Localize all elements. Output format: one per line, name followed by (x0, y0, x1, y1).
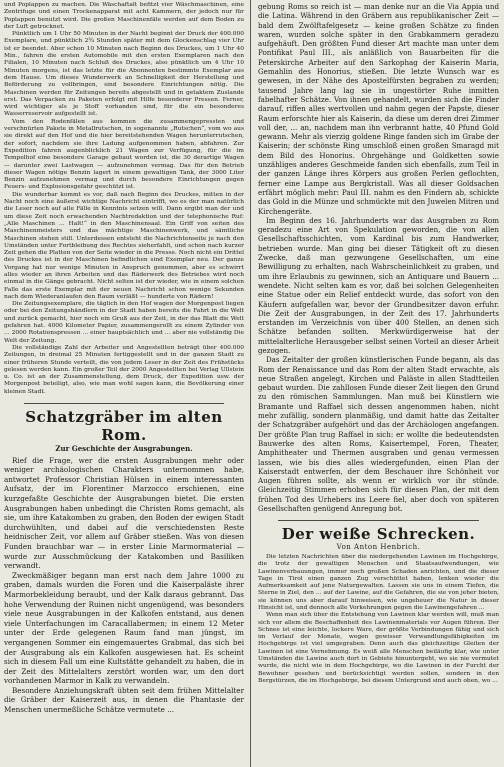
article1-paragraph: Die vollständige Zahl der Arbeiter und Angestellten beträgt über 400.000 Zeitungen, in dreimal 25 Minuten fertiggestellt und in der ganzen Stadt zu einer früheren Stunde verteilt, die von jedem Leser in der Zeit des Frühstücks gelesen werden kann. Ein großer Teil der 2000 Angestellten bei Verlag Ullstein u. Co. ist an der Zusammenstellung, dem Druck, der Expedition usw. der Morgenpost beteiligt, also, wie man wohl sagen kann, die Bevölkerung einer kleinen Stadt. (4, 344, 244, 395)
article1-paragraph: Die Zeitungsexemplare, die täglich in den Hof wagen der Morgenpost liegen oder bei den Zeitungshändlern in der Stadt haben bereits die Fahrt in die Welt und zurück gemacht, hier noch ein Gruß aus der Zeit, in der das Blatt die Welt gefahren hat. 4000 Kilometer Papier, zusammengerollt zu einem Zylinder von ... 2000 Rotationspressen ... einer hauptsächlich und ... aber nie vollständig Die Welt der Zeitung. (4, 301, 244, 344)
article2-continued-paragraph: Im Beginn des 16. Jahrhunderts war das Ausgraben zu Rom geradezu eine Art von Spekulation geworden, die von allen Gesellschaftsschichten, vom Kardinal bis zum Handwerker, betrieben wurde. Man ging bei dieser Tätigkeit oft zu diesen Zwecke, daß man gezwungene Gesellschaften, um eine Bewilligung zu erhalten, nach Wahrscheinlichkeit zu graben, und um ihre Erlaubnis zu gewinnen, sich an Antiquare und Bauern ... wendete. Nicht selten kam es vor, daß bei solchen Gelegenheiten eine Statue oder ein Relief entdeckt wurde, das sofort von den Käufern aufgefallen war, bevor der Grundbesitzer davon erfuhr. Die Zeit der Ausgrabungen, in der Zeit des 17. Jahrhunderts erstanden im Verzeichnis von über 400 Stellen, an denen sich Schätze befanden sollten. Merkwürdigerweise hat der mittelalterliche Herausgeber selbst seinen Vorteil an dieser Arbeit gezogen. (258, 215, 499, 355)
article1-paragraph: und Poplappen zu machen. Die Wäschaftalt befitzt vier Wäschmaschinen, eine Zentrifuge und einen Trockenapparat mit acht Kammern, der jedoch nur für Poplappen benutzt wird. Die großen Maschinenfäle werden auf dem Boden zu der Luft getrocknet. (4, 2, 244, 30)
article1-paragraph: Die wunderbar kommt es vor, daß nach Beginn des Druckes, mitten in der Nacht noch eine äußerst wichtige Nachricht eintrifft, wo es der man natürlich die Leser noch auf alle Fälle in Kenntnis setzen will. Dann ergibt man der und um diese Zeit noch erwachenden Nachtredaktion und der telephonische Ruf: „Alle Maschinen ... Halt!“ in den Maschinensaal. Ein Griff von seiten des Maschinenmeisters und das mächtige Maschinenwerk, und sämtliche Maschinen stehen still. Unterdessen entsteht die Nachrichtenseite je nach den Umständen unter Fortbleibung des Rechtes sieherfahlt, und schon nach kurzer Zeit gehen die Platten von der Seite wieder in die Presse. Noch nicht ein Drittel des Druckes ist in der Maschinen befindlichen sind Exemplar neu. Der ganze Vorgang hat nur wenige Minuten in Anspruch genommen, aber es schwirrt alles wieder an ihren Arbeiten und das Räderwerk des Betriebes wird noch einmal in die Gänge gebracht. Nicht selten ist der wieder, wie in einem solchen Falle das erste Exemplar mit der neuen Nachricht schon wenige Sekunden nach dem Wiederanlaufen den Raum verläßt — hunderte von Rädern! (4, 191, 244, 300)
article-separator (24, 403, 224, 404)
article2-continued-paragraph: gebung Roms so reich ist — man denke nur an die Via Appia und die Latina. Während in den Gräbern aus republikanischer Zeit — bald dem Zwölftafelgesetz — keine großen Schätze zu finden waren, wurden solche später in den Grabkammern geradezu aufgehäuft. Den größten Fund dieser Art machte man unter dem Pontifikat Paul III., als anläßlich von Bauarbeiten für die Peterskirche Arbeiter auf den Sarkophag der Kaiserin Maria, Gemahlin des Honorius, stießen. Die letzte Wunsch war es gewesen, in der Nähe des Apostelfürsten begraben zu werden; tausend Jahre lang lag sie in ungestörter Ruhe inmitten fabelhafter Schätze. Von ihnen gehandelt, wurden sich die Finder darauf, riffen alles wertvollen und nahm gegen der Papste, dieser Raum erforschte hier als Kaiserin, da diese um deren drei Zimmer voll der, ... an, nachdem man ihn verbrannt hatte, 40 Pfund Gold gewann. Mehr als vierzig goldene Ringe fanden sich im Grabe der Kaiserin; der schönste Ring umschloß einen großen Smaragd mit dem Bild des Honorius. Ohrgehänge und Goldketten sowie unzähliges anderes Geschmeide fanden sich ebenfalls, zum Teil in der ganzen Länge ihres Körpers aus großen Perlen geflochten, ferner eine Lampe aus Bergkristall. Was all dieser Goldsachen erfährt möglich mehr: Paul III. nahm es den Findern ab, schickte das Gold in die Münze und schmückte mit den Juwelen Mitren und Kirchengeräte. (258, 2, 499, 216)
right-column (258, 2, 499, 685)
article2-paragraph: Besondere Anziehungskraft übten seit dem frühen Mittelalter die Gräber der Kaiserzeit aus, in denen die Phantasie der Menschen unermeßliche Schätze vermutete ... (4, 685, 244, 715)
article2-paragraph: Zweckmäßiger begann man erst nach dem Jahre 1000 zu graben, damals wurden die Foren und die Kaiserpaläste ihrer Marmorbekleidung beraubt, und der Kalk daraus gebrannt. Das hohe Verwendung der Ruinen nicht ungenügend, was besonders viele neue Ausgrabungen in der Kalkofen entstand, aus denen viele Unterfachungen im Caracallabermen; in einem 12 Meter unter der Erde gelegenen Raum fand man jüngst, im vergangenen Sommer ein eingemauertes Grabmal, das sich bei der Ausgrabung als ein Kalkofen ausgewiesen hat. Es scheint sich in diesem Fall um eine Kultstätte gehandelt zu haben, die in der Zeit des Mittelalters zerstört worden war, um den dort vorhandenen Marmor in Kalk zu verwandeln. (4, 570, 244, 686)
article2-subtitle: Zur Geschichte der Ausgrabungen. (55, 444, 193, 454)
article2-paragraph: Rief die Frage, wer die ersten Ausgrabungen mehr oder weniger archäologischen Charakters unternommen habe, antwortet Professor Christian Hülsen in einem interessanten Aufsatz, der im Florentiner Marzocco erschienen, eine kurzgefaßte Geschichte der Ausgrabungen bietet. Die ersten Ausgrabungen haben unbedingt die Christen Roms gemacht, als sie, um ihre Katakomben zu graben, den Boden der ewigen Stadt durchwühlten, und dabei auf die verschiedensten Reste heidnischer Zeit, vor allem auf Gräber stießen. Was von diesen Funden brauchbar war — in erster Linie Marmormaterial — wurde zur Ausschmückung der Katakomben und Basiliken verwandt. (4, 455, 244, 571)
article-schatzgraeber (4, 408, 244, 715)
article3-paragraph: Die letzten Nachrichten über die niedergehenden Lawinen im Hochgebirge, die trotz der gewaltigen Menschen und Staatsaufwendungen, wie Lawinenverbauungen, immer noch großen Schaden anrichten, und die dieser Tage in Tirol einen ganzen Zug verschüttet haben, lenken wieder die Aufmerksamkeit auf jene Naturgewalten. Lassen sie uns in einem Tiefen, die Sterne in Ziel, den ... auf der Lawine, auf die Gefahren, die sie von jeher bieten, sie können uns aber darauf hinweisen, wie ungeheuer die Natur in dieser Hinsicht ist, und dennoch alle Vorkehrungen gegen die Lawinengefahren ... (258, 553, 499, 611)
article3-title: Der weiße Schrecken. (281, 525, 476, 544)
article-weisser-schrecken (258, 525, 499, 685)
article-separator (278, 520, 479, 521)
article3-paragraph: Wenn man sich über die Entstehung von Lawinen klar werden will, muß man sich vor allem die Beschaffenheit des Lawinenmaterials vor Augen führen. Der Schnee ist eine leichte, lockere Ware, der größte Verbindungen fähig und sich im Verlauf der Monate, wegen gewisser Verwandlungsfähigkeiten im Hochgebirge ist viel umgegraben. Denn auch das gleichzeitige Gleiten der Lawinen ist eine Vernehmung. Es weiß alle Menschen beiläufig klar, wie unter Umständen die Lawine auch dort in Gebiete hinuntergeht, wo sie nie vermutet wurde, die nicht wie in dem Hochgebirge, wo die Lawinen in der Furcht der Bewohner gesehen und berücksichtigt werden sollen, sondern in den Bergstürzen, die im Hochgebirge, bei diesem Untergrund sind auch oben, wo ... (258, 612, 499, 684)
article-newspaper-production (4, 2, 244, 396)
column-divider (250, 0, 251, 767)
article2-continued (258, 2, 499, 513)
article1-paragraph: Pünktlich um 1 Uhr 50 Minuten in der Nacht beginnt der Druck der 400.000 Exemplare, und pünktlich 2¾ Stunden später mit dem Glockenschlag vier Uhr ist er beendet. Aber schon 10 Minuten nach Beginn des Druckes, um 1 Uhr 40 Min., fahren die ersten Automobile mit den ersten Exemplaren nach den Filialen, 10 Minuten nach Schluß des Druckes, also pünktlich um 4 Uhr 10 Minuten morgens, ist das letzte für die Abonnenten bestimmte Exemplar aus dem Hause. Um dieses Wunderwerk an Schnelligkeit der Herstellung und Beförderung zu vollbringen, sind besondere Einrichtungen nötig. Die Maschinen werden für Zeitungen bereits abgestellt und in getaktem Zuslande erst. Das Verpacken zu Paketen erfolgt mit Hilfe besonderer Pressen. Ferner, wird wichtiger als je Stoff vorhanden sind, für die ein besonderes Wasserreservoir aufgestellt ist. (4, 31, 244, 118)
article1-paragraph: Vom den Rodenfälen aus kommen die zusammengepressten und verschnürten Pakete in Metallrutschen, in sogenannte „Rutschen“, vom wo aus sie direkt auf den Hof und die hier bereitstehenden Wagen herunterrutschen, der sofort, nachdem sie ihre Ladung aufgenommen haben, abfahren. Zur Expedition fahren augenblicklich 21 Wagen zur Verfügung, für die im Tempelhof eine besondere Garage gebaut worden ist, die 30 derartige Wagen — darunter zwei Lastwagen — aufzunehmen vermag. Das für den Betrieb dieser Wagen nötige Benzin lagert in einem gewaltigen Tank, der 3000 Liter Benzin aufzunehmen vermag und durch besondere Einrichtungen gegen Feuers- und Explosionsgefahr geschützt ist. (4, 118, 244, 191)
article3-byline: Von Anton Henbrich. (336, 543, 421, 552)
article2-continued-paragraph: Das Zeitalter der großen künstlerischen Funde begann, als das Rom der Renaissance und das Rom der alten Stadt erwachte, als neue Straßen angelegt, Kirchen und Paläste in allen Stadtteilen gebaut wurden. Die zahllosen Funde dieser Zeit liegen den Grund zu den römischen Sammlungen. Man muß bei Künstlern wie Bramante und Raffael sich dessen angenommen haben, nicht mehr zufällig, sondern planmäßig, und damit hatte das Zeitalter der Schatzgräber aufgehört und das der Archäologen angefangen. Der größte Plan trug Raffael in sich: er wollte die bedeutendsten Bauwerke des alten Roms, Kaisertempel, Foren, Theater, Amphitheater und Thermen ausgraben und genau vermessen lassen, wie bis dies alles wiedergefunden, einen Plan der Kaiserstadt entwerfen, der dem Beschauer ihre Schönheit vor Augen führen sollte, als wenn er wirklich vor ihr stünde. Gleichzeitig Stimmen erhoben sich für diesen Plan, der mit dem frühen Tod des Urhebers ins Leere fiel, aber doch von späteren Gesellschaften genügend Anregung bot. (258, 355, 499, 514)
article2-title: Schatzgräber im alten Rom. (25, 408, 223, 445)
left-column (4, 2, 244, 715)
